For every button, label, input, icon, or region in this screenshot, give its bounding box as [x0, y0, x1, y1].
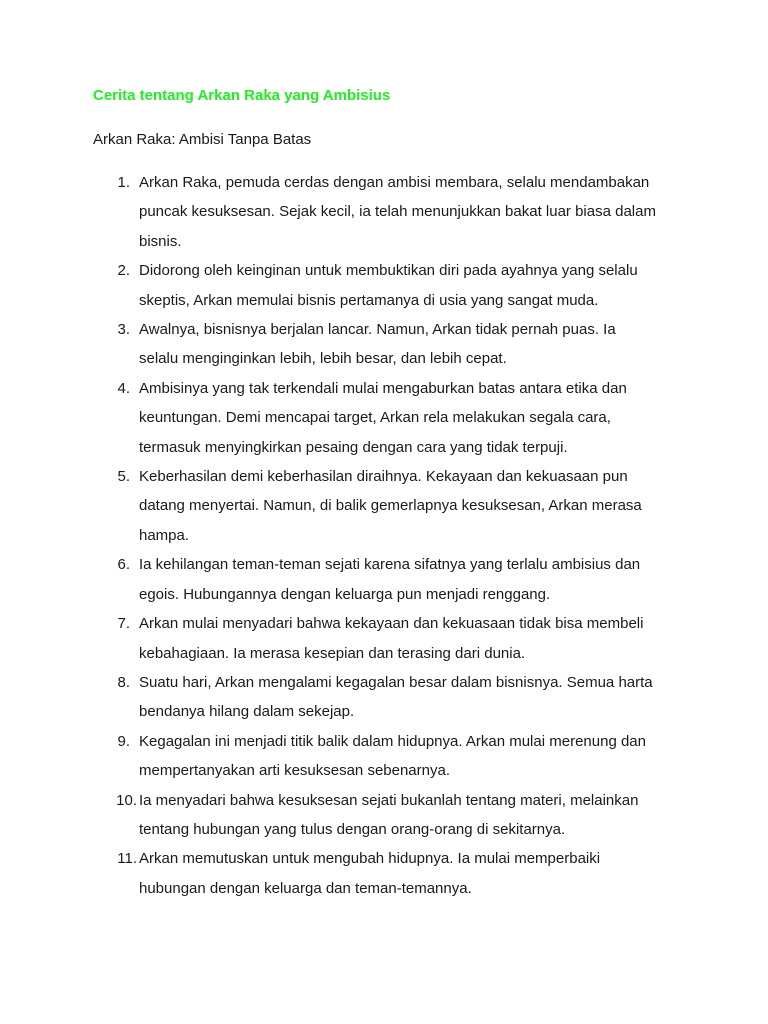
list-item-text-line: keuntungan. Demi mencapai target, Arkan rela melakukan segala cara, [139, 409, 611, 427]
list-item-text-line: Arkan mulai menyadari bahwa kekayaan dan kekuasaan tidak bisa membeli [139, 615, 644, 633]
list-item-number: 4. [117, 379, 130, 397]
list-item-text-line: kebahagiaan. Ia merasa kesepian dan terasing dari dunia. [139, 644, 526, 662]
list-item-text-line: hubungan dengan keluarga dan teman-temannya. [139, 879, 472, 897]
story-list [0, 168, 768, 903]
list-item-text-line: tentang hubungan yang tulus dengan orang-orang di sekitarnya. [139, 820, 566, 838]
list-item-number: 3. [117, 321, 130, 339]
list-item-text-line: Arkan memutuskan untuk mengubah hidupnya. Ia mulai memperbaiki [139, 850, 601, 868]
list-item-text-line: Kegagalan ini menjadi titik balik dalam hidupnya. Arkan mulai merenung dan [139, 732, 646, 750]
document-title: Cerita tentang Arkan Raka yang Ambisius [93, 87, 391, 104]
list-item-number: 11. [117, 850, 137, 868]
list-item [0, 315, 768, 374]
list-item-text-line: Ambisinya yang tak terkendali mulai mengaburkan batas antara etika dan [139, 379, 627, 397]
list-item-text-line: mempertanyakan arti kesuksesan sebenarnya. [139, 762, 451, 780]
list-item-text-line: Ia kehilangan teman-teman sejati karena sifatnya yang terlalu ambisius dan [139, 556, 641, 574]
list-item-number: 9. [117, 732, 130, 750]
list-item-number: 7. [117, 615, 130, 633]
list-item [0, 168, 768, 256]
document-subtitle: Arkan Raka: Ambisi Tanpa Batas [93, 131, 312, 148]
list-item-text-line: bisnis. [139, 232, 182, 250]
list-item-text-line: Arkan Raka, pemuda cerdas dengan ambisi membara, selalu mendambakan [139, 174, 650, 191]
list-item-number: 5. [117, 468, 130, 486]
list-item [0, 844, 768, 903]
list-item [0, 462, 768, 550]
list-item-text-line: Didorong oleh keinginan untuk membuktikan diri pada ayahnya yang selalu [139, 262, 638, 280]
list-item-text-line: Suatu hari, Arkan mengalami kegagalan besar dalam bisnisnya. Semua harta [139, 673, 653, 691]
list-item [0, 727, 768, 786]
list-item-number: 10. [116, 791, 137, 809]
list-item-text-line: datang menyertai. Namun, di balik gemerlapnya kesuksesan, Arkan merasa [139, 497, 642, 515]
list-item-text-line: selalu menginginkan lebih, lebih besar, dan lebih cepat. [139, 350, 507, 368]
list-item [0, 256, 768, 315]
list-item-text-line: termasuk menyingkirkan pesaing dengan cara yang tidak terpuji. [139, 438, 568, 456]
list-item-text-line: hampa. [139, 526, 190, 544]
list-item [0, 550, 768, 609]
list-item-text-line: Keberhasilan demi keberhasilan diraihnya. Kekayaan dan kekuasaan pun [139, 468, 628, 486]
list-item-text-line: puncak kesuksesan. Sejak kecil, ia telah menunjukkan bakat luar biasa dalam [139, 203, 656, 221]
list-item [0, 668, 768, 727]
list-item-number: 8. [117, 673, 130, 691]
list-item-number: 2. [117, 262, 130, 280]
list-item-text-line: Ia menyadari bahwa kesuksesan sejati bukanlah tentang materi, melainkan [139, 791, 639, 809]
list-item-text-line: skeptis, Arkan memulai bisnis pertamanya di usia yang sangat muda. [139, 291, 599, 309]
list-item [0, 609, 768, 668]
list-item [0, 374, 768, 462]
list-item-number: 1. [117, 174, 130, 191]
list-item-text-line: egois. Hubungannya dengan keluarga pun menjadi renggang. [139, 585, 551, 603]
list-item [0, 786, 768, 845]
list-item-text-line: bendanya hilang dalam sekejap. [139, 703, 355, 721]
list-item-text-line: Awalnya, bisnisnya berjalan lancar. Namun, Arkan tidak pernah puas. Ia [139, 321, 616, 339]
list-item-number: 6. [117, 556, 130, 574]
